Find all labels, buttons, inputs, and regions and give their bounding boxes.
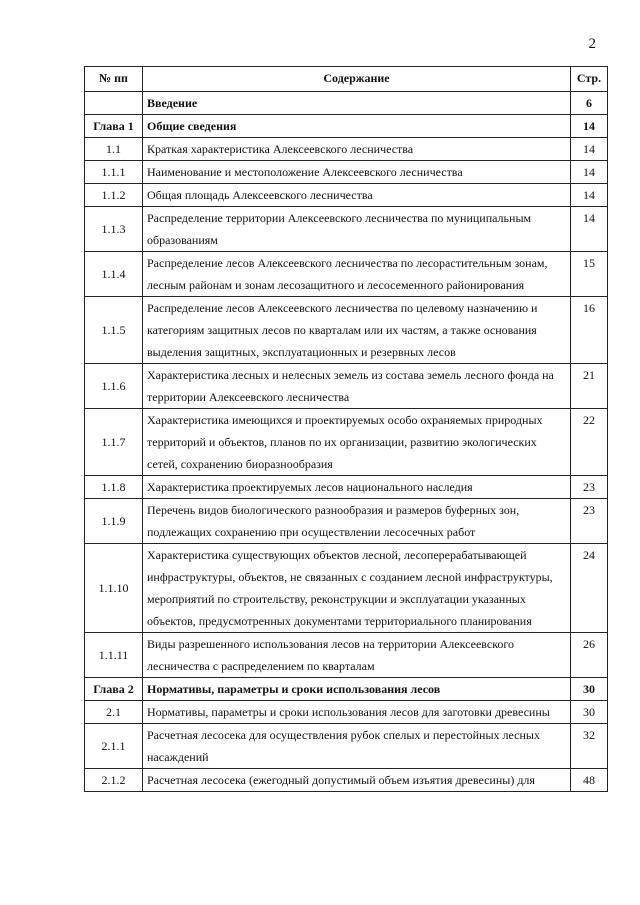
section-page: 32 (571, 724, 608, 769)
section-title: Характеристика существующих объектов лесной, лесоперерабатывающей инфраструктуры, объектов, не связанных с созданием лесной инфраструктуры, мероприятий по строительству, реконструкции и эксплуатации указанных объектов, предусмотренных документами территориального планирования (143, 544, 571, 633)
section-number: 1.1.5 (85, 297, 143, 364)
section-title: Наименование и местоположение Алексеевского лесничества (143, 161, 571, 184)
section-number: 1.1.4 (85, 252, 143, 297)
toc-table (84, 66, 608, 792)
section-number: Глава 1 (85, 115, 143, 138)
section-title: Перечень видов биологического разнообразия и размеров буферных зон, подлежащих сохранению при осуществлении лесосечных работ (143, 499, 571, 544)
section-title: Распределение лесов Алексеевского лесничества по целевому назначению и категориям защитных лесов по кварталам или их частям, а также основания выделения защитных, эксплуатационных и резервных лесов (143, 297, 571, 364)
section-page: 14 (571, 115, 608, 138)
section-title: Нормативы, параметры и сроки использования лесов для заготовки древесины (143, 701, 571, 724)
table-row (85, 184, 608, 207)
section-number: 1.1.1 (85, 161, 143, 184)
section-number: 2.1.2 (85, 769, 143, 792)
section-number: Глава 2 (85, 678, 143, 701)
table-row (85, 724, 608, 769)
section-title: Виды разрешенного использования лесов на территории Алексеевского лесничества с распределением по кварталам (143, 633, 571, 678)
section-number: 2.1.1 (85, 724, 143, 769)
section-page: 48 (571, 769, 608, 792)
column-header-number: № пп (85, 67, 143, 92)
section-title: Распределение территории Алексеевского лесничества по муниципальным образованиям (143, 207, 571, 252)
column-header-contents: Содержание (143, 67, 571, 92)
section-title: Введение (143, 92, 571, 115)
section-number: 1.1.6 (85, 364, 143, 409)
section-title: Общие сведения (143, 115, 571, 138)
table-row (85, 409, 608, 476)
page-number: 2 (588, 36, 596, 52)
section-page: 14 (571, 184, 608, 207)
table-row (85, 499, 608, 544)
table-row (85, 476, 608, 499)
section-number: 1.1.11 (85, 633, 143, 678)
table-row (85, 678, 608, 701)
section-number: 1.1.8 (85, 476, 143, 499)
section-page: 15 (571, 252, 608, 297)
table-row (85, 297, 608, 364)
section-page: 21 (571, 364, 608, 409)
section-number: 1.1.2 (85, 184, 143, 207)
section-title: Характеристика лесных и нелесных земель из состава земель лесного фонда на территории Алексеевского лесничества (143, 364, 571, 409)
table-row (85, 92, 608, 115)
section-title: Краткая характеристика Алексеевского лесничества (143, 138, 571, 161)
section-title: Расчетная лесосека для осуществления рубок спелых и перестойных лесных насаждений (143, 724, 571, 769)
section-page: 6 (571, 92, 608, 115)
section-page: 30 (571, 701, 608, 724)
section-title: Характеристика проектируемых лесов национального наследия (143, 476, 571, 499)
table-row (85, 769, 608, 792)
section-page: 14 (571, 161, 608, 184)
toc-header-row (85, 67, 608, 92)
table-row (85, 252, 608, 297)
section-number: 2.1 (85, 701, 143, 724)
section-page: 26 (571, 633, 608, 678)
section-title: Характеристика имеющихся и проектируемых особо охраняемых природных территорий и объектов, планов по их организации, развитию экологических сетей, сохранению биоразнообразия (143, 409, 571, 476)
table-row (85, 633, 608, 678)
section-page: 23 (571, 476, 608, 499)
section-page: 22 (571, 409, 608, 476)
table-row (85, 544, 608, 633)
section-title: Распределение лесов Алексеевского лесничества по лесорастительным зонам, лесным районам и зонам лесозащитного и лесосеменного районирования (143, 252, 571, 297)
table-row (85, 364, 608, 409)
section-number: 1.1.9 (85, 499, 143, 544)
section-title: Расчетная лесосека (ежегодный допустимый объем изъятия древесины) для (143, 769, 571, 792)
section-number: 1.1 (85, 138, 143, 161)
table-row (85, 138, 608, 161)
section-number: 1.1.10 (85, 544, 143, 633)
section-page: 14 (571, 138, 608, 161)
column-header-page: Стр. (571, 67, 608, 92)
section-title: Общая площадь Алексеевского лесничества (143, 184, 571, 207)
table-row (85, 115, 608, 138)
section-number (85, 92, 143, 115)
toc-body (85, 92, 608, 792)
section-title: Нормативы, параметры и сроки использования лесов (143, 678, 571, 701)
section-page: 30 (571, 678, 608, 701)
table-row (85, 207, 608, 252)
section-number: 1.1.7 (85, 409, 143, 476)
section-page: 23 (571, 499, 608, 544)
table-row (85, 161, 608, 184)
section-page: 16 (571, 297, 608, 364)
section-page: 24 (571, 544, 608, 633)
section-page: 14 (571, 207, 608, 252)
table-row (85, 701, 608, 724)
section-number: 1.1.3 (85, 207, 143, 252)
